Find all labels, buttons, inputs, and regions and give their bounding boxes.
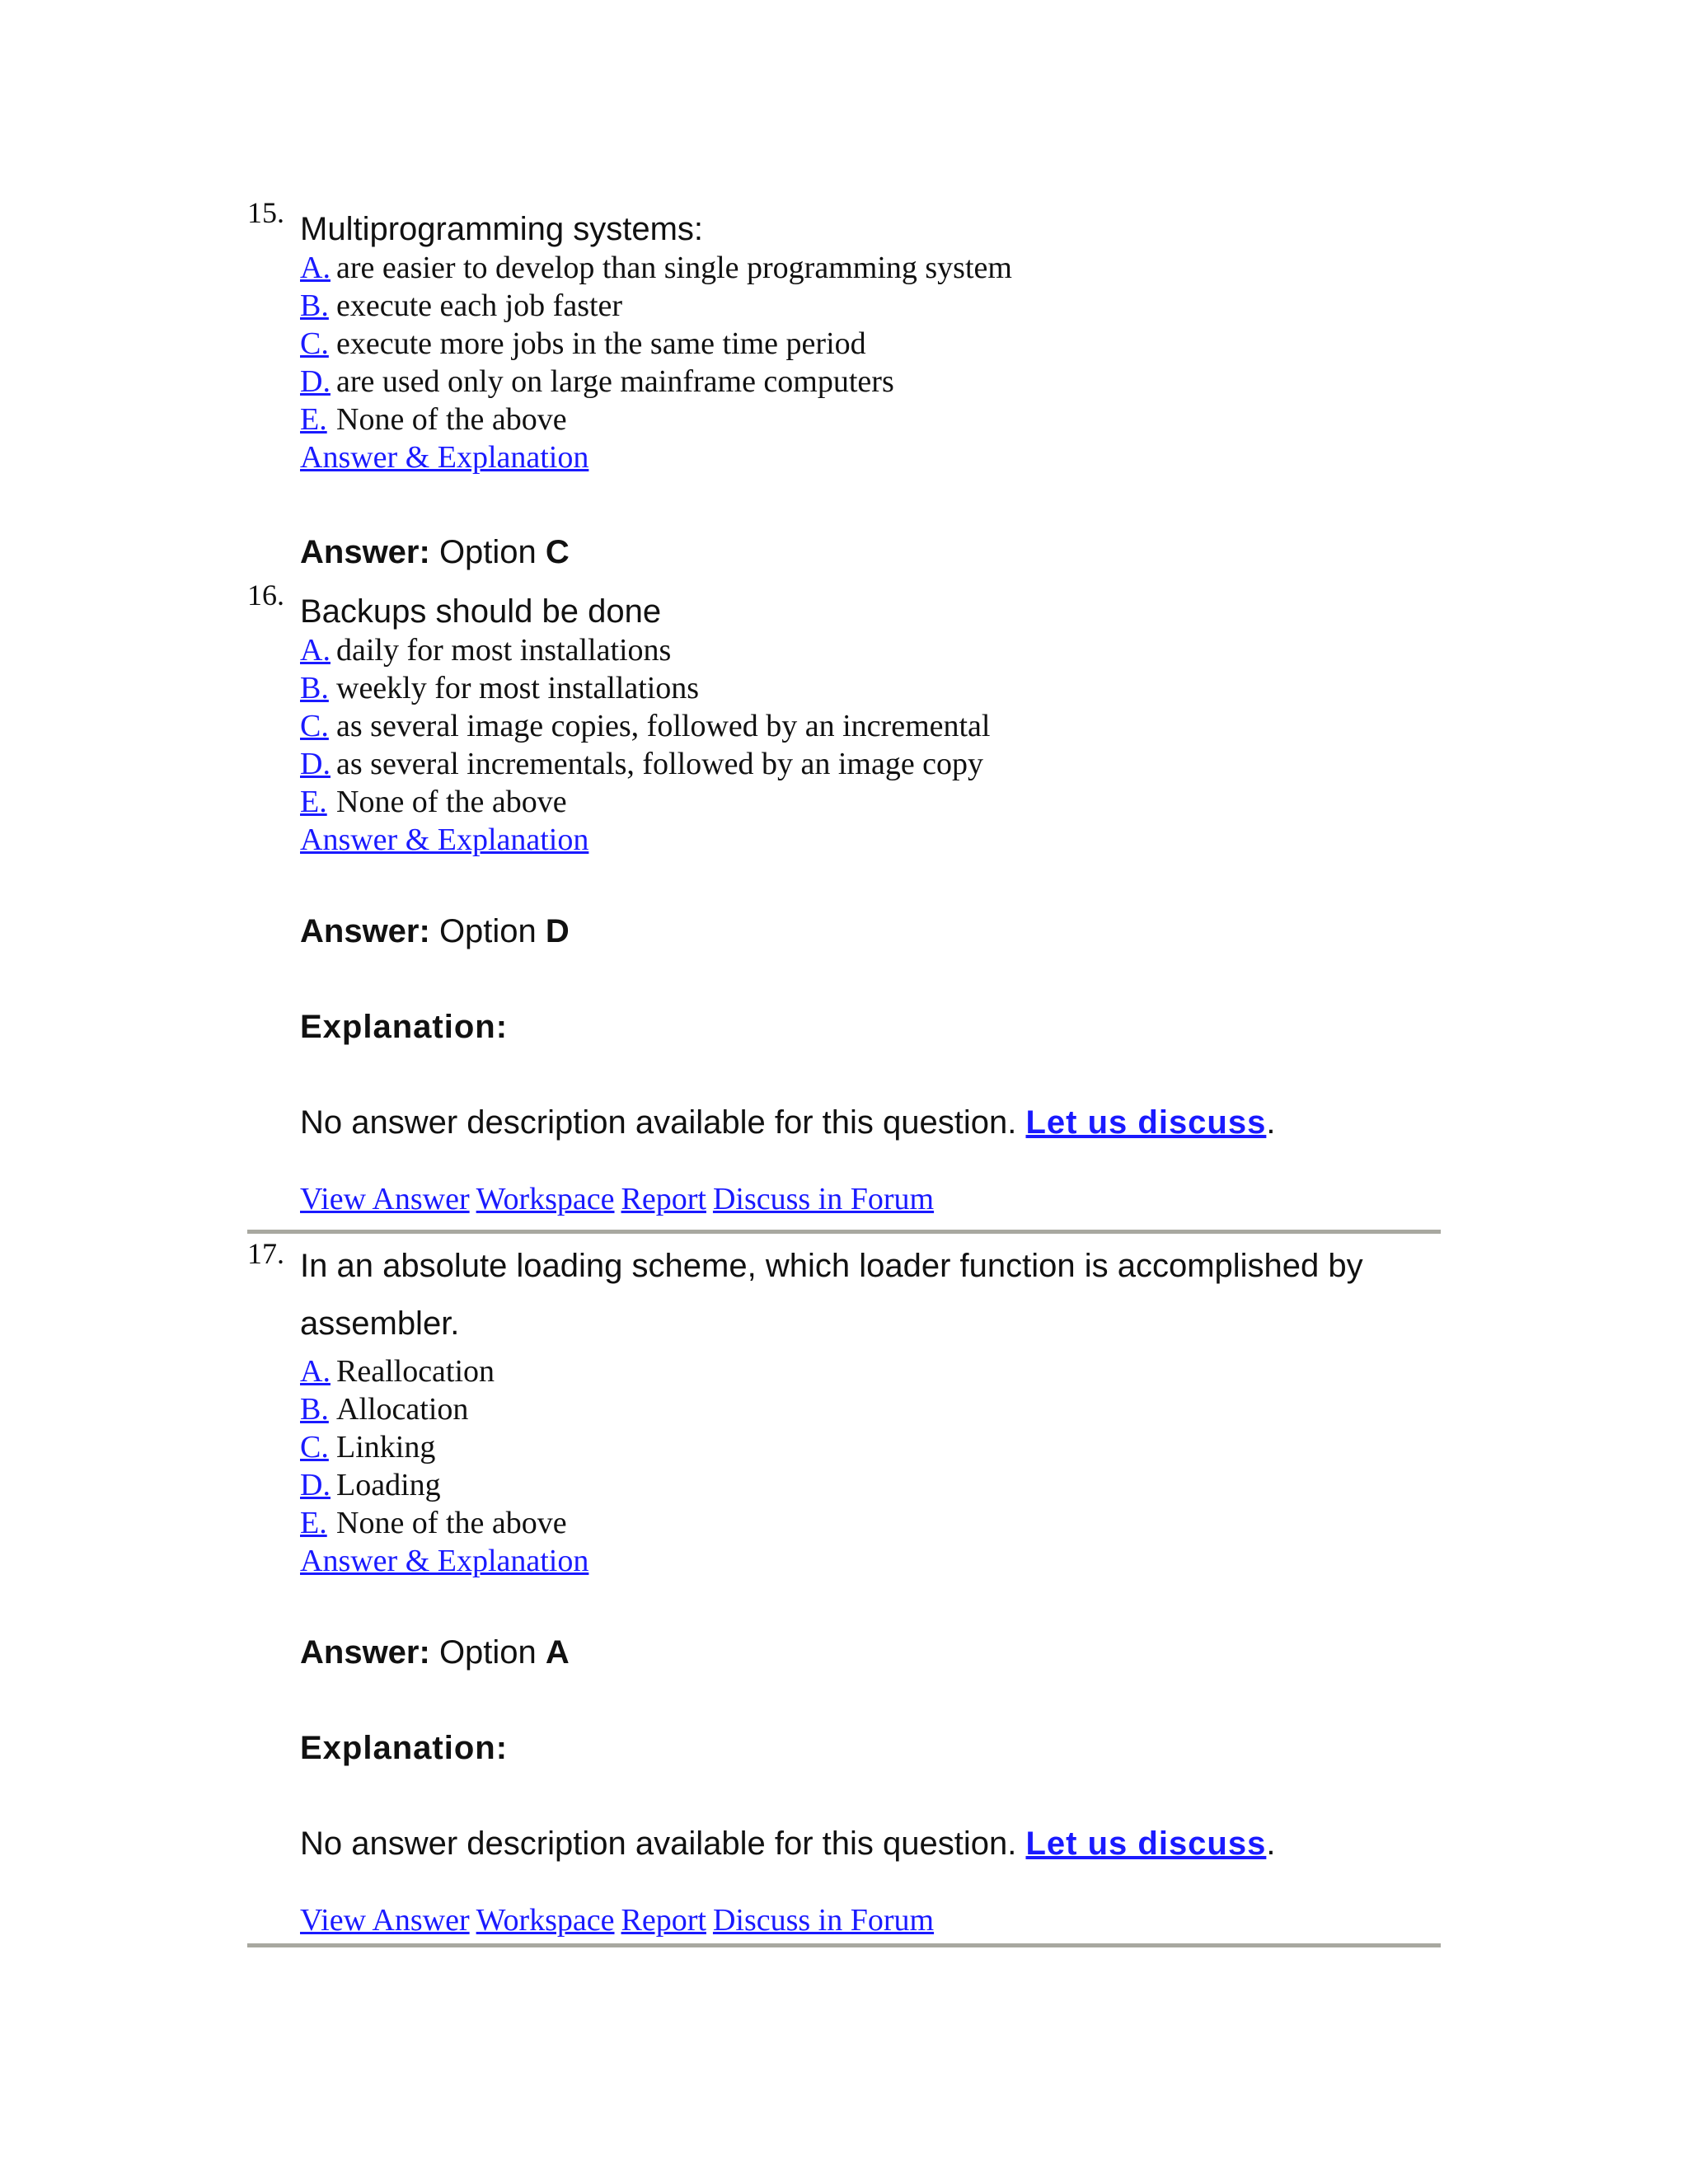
option-a-text: Reallocation: [336, 1354, 495, 1389]
divider: [247, 1230, 1441, 1234]
option-c-text: execute more jobs in the same time period: [336, 326, 866, 361]
discuss-suffix: .: [1266, 1825, 1276, 1862]
workspace-link[interactable]: Workspace: [476, 1903, 615, 1938]
explanation-body: No answer description available for this question.: [300, 1104, 1017, 1141]
option-b-link[interactable]: B.: [300, 671, 329, 705]
option-b-link[interactable]: B.: [300, 1392, 329, 1427]
option-d-link[interactable]: D.: [300, 364, 331, 399]
view-answer-link[interactable]: View Answer: [300, 1903, 470, 1938]
option-d-link[interactable]: D.: [300, 1468, 331, 1502]
action-links: [300, 1180, 1441, 1218]
answer-label: Answer:: [300, 534, 430, 570]
question-number: 16.: [247, 579, 284, 612]
option-c-link[interactable]: C.: [300, 326, 329, 361]
explanation-text: [300, 1824, 1441, 1863]
option-c: [300, 325, 1441, 363]
question-number: 15.: [247, 196, 284, 229]
view-answer-link[interactable]: View Answer: [300, 1182, 470, 1216]
question-number: 17.: [247, 1237, 284, 1270]
explanation-body: No answer description available for this question.: [300, 1825, 1017, 1862]
answer-line: [300, 1633, 1441, 1672]
option-b-text: weekly for most installations: [336, 671, 700, 705]
explanation-text: [300, 1103, 1441, 1142]
answer-explanation-link[interactable]: Answer & Explanation: [300, 440, 589, 475]
discuss-in-forum-link[interactable]: Discuss in Forum: [712, 1182, 935, 1216]
option-e-text: None of the above: [336, 785, 567, 819]
option-b: [300, 287, 1441, 325]
report-link[interactable]: Report: [621, 1182, 706, 1216]
option-d: [300, 745, 1441, 783]
answer-prefix: Option: [438, 534, 537, 570]
option-c: [300, 1428, 1441, 1466]
option-a-text: are easier to develop than single programming system: [336, 251, 1012, 285]
discuss-in-forum-link[interactable]: Discuss in Forum: [712, 1903, 935, 1938]
option-b-text: Allocation: [336, 1392, 469, 1427]
option-d-text: Loading: [336, 1468, 441, 1502]
option-d-text: are used only on large mainframe computers: [336, 364, 894, 399]
option-e: [300, 401, 1441, 438]
option-c-text: Linking: [336, 1430, 436, 1465]
option-c-text: as several image copies, followed by an incremental: [336, 709, 991, 743]
question-17: [247, 1237, 1441, 1939]
option-c: [300, 707, 1441, 745]
option-a-link[interactable]: A.: [300, 633, 331, 668]
answer-prefix: Option: [438, 1634, 537, 1671]
question-text: Multiprogramming systems:: [300, 211, 704, 247]
option-e-text: None of the above: [336, 1506, 567, 1540]
discuss-link[interactable]: Let us discuss: [1025, 1825, 1267, 1862]
option-d: [300, 363, 1441, 401]
option-a-link[interactable]: A.: [300, 251, 331, 285]
question-16: [247, 579, 1441, 1218]
option-a: [300, 249, 1441, 287]
option-d-text: as several incrementals, followed by an image copy: [336, 747, 984, 781]
answer-option: A: [545, 1634, 570, 1671]
question-body: [300, 1237, 1441, 1939]
question-15: [247, 196, 1441, 572]
option-e-link[interactable]: E.: [300, 402, 327, 437]
option-e-text: None of the above: [336, 402, 567, 437]
answer-line: [300, 912, 1441, 951]
option-b-link[interactable]: B.: [300, 288, 329, 323]
option-c-link[interactable]: C.: [300, 709, 329, 743]
option-e: [300, 783, 1441, 821]
answer-label: Answer:: [300, 1634, 430, 1671]
question-body: [300, 196, 1441, 572]
option-a: [300, 631, 1441, 669]
discuss-suffix: .: [1266, 1104, 1276, 1141]
option-b: [300, 669, 1441, 707]
explanation-heading: Explanation:: [300, 1730, 509, 1766]
option-e-link[interactable]: E.: [300, 1506, 327, 1540]
option-b-text: execute each job faster: [336, 288, 623, 323]
explanation-heading: Explanation:: [300, 1009, 509, 1045]
question-body: [300, 579, 1441, 1218]
answer-option: C: [545, 534, 570, 570]
answer-label: Answer:: [300, 913, 430, 949]
option-a-link[interactable]: A.: [300, 1354, 331, 1389]
answer-explanation-link[interactable]: Answer & Explanation: [300, 823, 589, 857]
option-e: [300, 1504, 1441, 1542]
answer-option: D: [545, 913, 570, 949]
option-a: [300, 1352, 1441, 1390]
answer-line: [300, 532, 1441, 572]
workspace-link[interactable]: Workspace: [476, 1182, 615, 1216]
action-links: [300, 1901, 1441, 1939]
option-b: [300, 1390, 1441, 1428]
option-a-text: daily for most installations: [336, 633, 672, 668]
divider: [247, 1943, 1441, 1947]
discuss-link[interactable]: Let us discuss: [1025, 1104, 1267, 1141]
option-e-link[interactable]: E.: [300, 785, 327, 819]
option-c-link[interactable]: C.: [300, 1430, 329, 1465]
option-d-link[interactable]: D.: [300, 747, 331, 781]
option-d: [300, 1466, 1441, 1504]
question-text: In an absolute loading scheme, which loader function is accomplished by assembler.: [300, 1248, 1363, 1342]
answer-explanation-link[interactable]: Answer & Explanation: [300, 1544, 589, 1578]
report-link[interactable]: Report: [621, 1903, 706, 1938]
answer-prefix: Option: [438, 913, 537, 949]
question-text: Backups should be done: [300, 593, 662, 630]
